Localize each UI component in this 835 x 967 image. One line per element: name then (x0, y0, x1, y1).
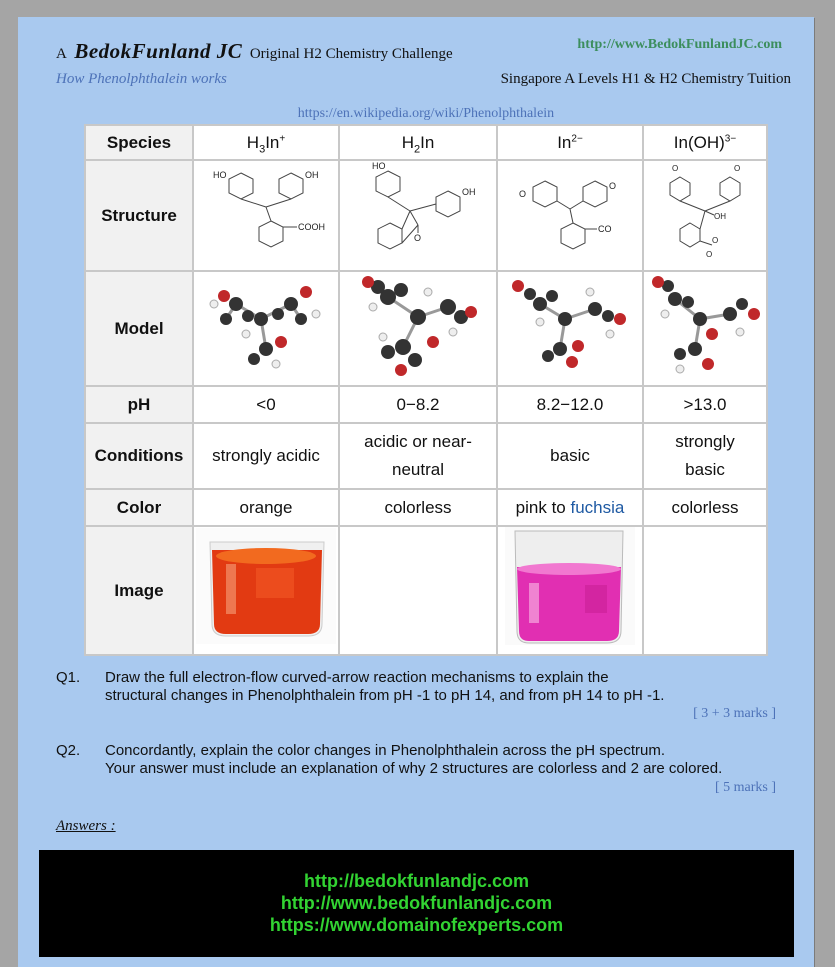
model-inoh3 (643, 271, 767, 386)
structure-diagram-inoh3 (650, 161, 760, 261)
question-1-number: Q1. (56, 669, 81, 686)
conditions-row (85, 423, 767, 489)
species-in2: $In^{2-}$ (497, 125, 643, 160)
question-2-text: Concordantly, explain the color changes in Phenolphthalein across the pH spectrum. Your answer must include an explanation of why 2 structures are colorless and 2 are colored. (105, 742, 723, 777)
structure-diagram-in2 (505, 161, 635, 261)
color-row (85, 489, 767, 526)
structure-diagram-h3in (201, 161, 331, 261)
svg-text:O: O (672, 164, 679, 173)
footer-banner (39, 850, 794, 957)
footer-link-2[interactable]: http://www.bedokfunlandjc.com (280, 893, 553, 913)
worksheet-page (18, 17, 814, 967)
footer-link-3[interactable]: https://www.domainofexperts.com (269, 915, 564, 935)
image-h3in (193, 526, 339, 655)
svg-text:CO: CO (598, 224, 612, 234)
ph-h3in: <0 (193, 386, 339, 423)
pink-beaker-photo (505, 527, 635, 645)
svg-text:O: O (414, 233, 422, 243)
species-h3in: $H_3In^+$ (193, 125, 339, 160)
phenolphthalein-table (84, 124, 768, 656)
color-h2in: colorless (339, 489, 497, 526)
ball-and-stick-model-h3in (206, 274, 326, 374)
structure-h2in (339, 160, 497, 271)
orange-beaker-photo (196, 528, 336, 644)
model-label: Model (85, 271, 193, 386)
color-h3in: orange (193, 489, 339, 526)
header-url-link[interactable]: http://www.BedokFunlandJC.com (577, 37, 782, 52)
conditions-inoh3: strongly basic (643, 423, 767, 489)
svg-text:OH: OH (305, 170, 319, 180)
image-inoh3-empty (643, 526, 767, 655)
image-h2in-empty (339, 526, 497, 655)
conditions-h3in: strongly acidic (193, 423, 339, 489)
fuchsia-link[interactable]: fuchsia (570, 497, 625, 517)
structure-label: Structure (85, 160, 193, 271)
conditions-in2: basic (497, 423, 643, 489)
question-1-text: Draw the full electron-flow curved-arrow reaction mechanisms to explain the structural changes in Phenolphthalein from pH -1 to pH 14, and from pH 14 to pH -1. (105, 669, 665, 704)
ball-and-stick-model-h2in (353, 272, 483, 376)
svg-text:O: O (519, 189, 527, 199)
footer-link-1[interactable]: http://bedokfunlandjc.com (304, 871, 529, 891)
wikipedia-link[interactable]: https://en.wikipedia.org/wiki/Phenolphthalein (297, 106, 555, 121)
species-row (85, 125, 767, 160)
ball-and-stick-model-in2 (510, 274, 630, 374)
conditions-h2in: acidic or near-neutral (339, 423, 497, 489)
answers-label: Answers : (56, 818, 116, 834)
question-2-number: Q2. (56, 742, 81, 759)
ph-row (85, 386, 767, 423)
model-h3in (193, 271, 339, 386)
structure-row (85, 160, 767, 271)
header-title (56, 39, 453, 64)
svg-text:O: O (609, 181, 617, 191)
ph-h2in: 0−8.2 (339, 386, 497, 423)
header-subtitle: How Phenolphthalein works (56, 71, 227, 87)
question-1-marks: [ 3 + 3 marks ] (693, 706, 776, 721)
color-label: Color (85, 489, 193, 526)
brand-logo: BedokFunland JC (74, 39, 243, 63)
svg-text:O: O (706, 250, 713, 259)
model-in2 (497, 271, 643, 386)
image-label: Image (85, 526, 193, 655)
svg-text:O: O (734, 164, 741, 173)
structure-h3in (193, 160, 339, 271)
ph-in2: 8.2−12.0 (497, 386, 643, 423)
header-tuition: Singapore A Levels H1 & H2 Chemistry Tuition (500, 71, 791, 87)
species-label: Species (85, 125, 193, 160)
svg-text:OH: OH (462, 187, 476, 197)
svg-text:OH: OH (714, 212, 726, 221)
ph-inoh3: >13.0 (643, 386, 767, 423)
species-h2in: $H_2In$ (339, 125, 497, 160)
svg-text:HO: HO (213, 170, 227, 180)
title-text: Original H2 Chemistry Challenge (249, 46, 453, 62)
svg-text:HO: HO (372, 161, 386, 171)
structure-in2 (497, 160, 643, 271)
image-in2 (497, 526, 643, 655)
color-in2: pink to fuchsia (497, 489, 643, 526)
ball-and-stick-model-inoh3 (650, 274, 760, 374)
species-inoh3: In(OH)$^{3-}$ (643, 125, 767, 160)
title-prefix: A (56, 46, 67, 62)
model-h2in (339, 271, 497, 386)
question-2-marks: [ 5 marks ] (714, 780, 776, 795)
conditions-label: Conditions (85, 423, 193, 489)
ph-label: pH (85, 386, 193, 423)
model-row (85, 271, 767, 386)
structure-diagram-h2in (348, 161, 488, 261)
svg-text:O: O (712, 236, 719, 245)
structure-inoh3 (643, 160, 767, 271)
image-row (85, 526, 767, 655)
color-inoh3: colorless (643, 489, 767, 526)
svg-text:COOH: COOH (298, 222, 325, 232)
